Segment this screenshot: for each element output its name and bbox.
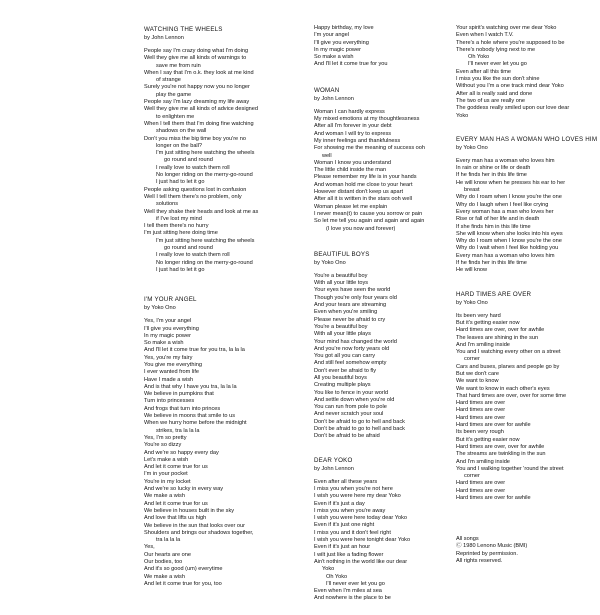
song-beautiful-boys — [314, 251, 454, 441]
credit-line: All songs — [456, 536, 479, 542]
song-title: DEAR YOKO — [314, 456, 353, 464]
lyric-line: So let me tell you again and again and again — [314, 218, 425, 225]
lyric-line: Don't ever be afraid to fly — [314, 367, 377, 374]
lyric-line: After all I'm forever in your debt — [314, 123, 392, 130]
lyric-line: There's a hole where you're supposed to be — [456, 39, 565, 46]
lyric-line: Hard times are over — [456, 414, 506, 421]
lyric-line: Every man has a woman who loves him — [456, 157, 555, 164]
lyric-line: longer on the ball? — [156, 142, 203, 149]
song-author: by Yoko Ono — [456, 299, 488, 306]
lyric-line: I'll never ever let you go — [468, 61, 527, 68]
lyric-line: You and I watching every other on a street — [456, 349, 561, 356]
lyric-line: I miss you and it don't feel right — [314, 529, 391, 536]
lyric-line: corner — [464, 356, 480, 363]
lyric-line: I ever wanted from life — [144, 369, 200, 376]
lyric-line: And you're now forty years old — [314, 345, 390, 352]
lyric-line: I wish you were here tonight dear Yoko — [314, 537, 411, 544]
lyric-line: Its been very rough — [456, 429, 504, 436]
lyric-line: People say I'm lazy dreaming my life away — [144, 99, 250, 106]
column-right — [456, 26, 600, 514]
lyric-line: I'm just sitting here doing time — [144, 230, 218, 237]
lyric-line: Every woman has a man who loves her — [456, 208, 554, 215]
lyric-line: Your spirit's watching over me dear Yoko — [456, 25, 557, 31]
lyric-line: And let it come true for you, too — [144, 580, 222, 587]
lyrics — [314, 25, 454, 69]
lyrics — [456, 313, 600, 503]
credit-line: Ⓒ 1980 Lenono Music (BMI) — [456, 543, 528, 550]
lyric-line: Hard times are over — [456, 480, 506, 487]
lyric-line: I'm in your pocket — [144, 471, 188, 478]
lyric-line: After all it is written in the stars ooh well — [314, 196, 412, 203]
lyric-line: well — [322, 152, 332, 159]
lyric-line: I just had to let it go — [156, 266, 205, 273]
lyric-line: We believe in the sun that looks over our — [144, 522, 245, 529]
lyric-line: strikes, tra la la la — [156, 427, 200, 434]
song-hard-times-are-over — [456, 291, 600, 503]
lyric-line: And we're so happy every day — [144, 449, 219, 456]
column-middle — [314, 26, 454, 615]
lyric-line: But it's getting easier now — [456, 436, 520, 443]
lyric-line: Hard times are over for awhile — [456, 422, 531, 429]
lyric-line: save me from ruin — [156, 62, 201, 69]
lyrics — [314, 273, 454, 441]
lyric-line: So make a wish — [314, 54, 354, 61]
song-dear-yoko-continued — [456, 25, 600, 120]
lyric-line: solutions — [156, 201, 179, 208]
lyric-line: Even when I watch T.V. — [456, 32, 514, 39]
lyric-line: After all is really said and done — [456, 90, 533, 97]
lyric-line: Even when you're smiling — [314, 309, 378, 316]
lyric-line: Why do I wait when I feel like holding you — [456, 245, 559, 252]
lyric-line: She will know when she looks into his eyes — [456, 230, 563, 237]
lyric-line: He will know when he presses his ear to her — [456, 179, 566, 186]
lyric-line: Hard times are over, over for awhile — [456, 327, 545, 334]
lyric-line: There's nobody lying next to me — [456, 46, 536, 53]
lyric-line: I'm your angel — [314, 32, 349, 39]
lyrics — [144, 48, 294, 274]
lyric-line: Well they give me all kinds of advice designed — [144, 106, 259, 113]
lyric-line: Though you're only four years old — [314, 294, 397, 301]
lyric-line: Even if it's just one night — [314, 522, 375, 529]
lyric-line: And I'm smiling inside — [456, 341, 510, 348]
lyric-line: And is that why I have you tra, la la la — [144, 383, 237, 390]
lyric-line: The goddess really smiled upon our love dear — [456, 105, 570, 112]
lyric-line: He will know — [456, 267, 488, 274]
lyric-line: Even when I'm miles at sea — [314, 588, 382, 595]
lyric-line: to enlighten me — [156, 113, 195, 120]
song-every-man — [456, 136, 600, 275]
song-title: BEAUTIFUL BOYS — [314, 250, 370, 258]
lyric-line: I miss you like the sun don't shine — [456, 76, 540, 83]
lyric-line: Even after all these years — [314, 478, 378, 485]
lyric-line: Your mind has changed the world — [314, 338, 397, 345]
lyric-line: My inner feelings and thankfulness — [314, 137, 401, 144]
credit-line: All rights reserved. — [456, 557, 503, 564]
lyric-line: And nowhere is the place to be — [314, 595, 391, 602]
lyric-line: And we're so lucky in every way — [144, 486, 224, 493]
lyric-line: Yes, — [144, 544, 155, 551]
lyric-line: You give me everything — [144, 361, 202, 368]
lyric-line: Oh Yoko — [326, 573, 348, 580]
lyric-line: We make a wish — [144, 493, 185, 500]
song-title: WOMAN — [314, 86, 340, 94]
song-dear-yoko — [314, 457, 454, 603]
lyric-line: Even if it's just a day — [314, 500, 365, 507]
lyric-line: And still feel somehow empty — [314, 360, 387, 367]
lyric-line: Yoko — [322, 566, 335, 573]
lyric-line: Hard times are over — [456, 407, 506, 414]
lyric-line: Don't be afraid to go to hell and back — [314, 418, 405, 425]
lyric-line: Rise or fall of her life and in death — [456, 216, 540, 223]
song-title: I'M YOUR ANGEL — [144, 296, 197, 304]
lyric-line: of strange — [156, 77, 181, 84]
copyright-credits — [456, 536, 527, 565]
lyric-line: Its been very hard — [456, 312, 501, 319]
lyric-line: You're so dizzy — [144, 442, 182, 449]
lyric-line: Woman I know you understand — [314, 159, 392, 166]
lyric-line: When I say that I'm o.k. they look at me kind — [144, 69, 254, 76]
lyric-line: And I'm smiling inside — [456, 458, 510, 465]
lyric-line: I really love to watch them roll — [156, 252, 230, 259]
lyric-line: Cars and buses, planes and people go by — [456, 363, 560, 370]
lyric-line: The streams are twinkling in the sun — [456, 451, 546, 458]
lyric-line: No longer riding on the merry-go-round — [156, 172, 253, 179]
lyric-line: Why do I roam when I know you're the one — [456, 194, 562, 201]
lyrics — [144, 318, 294, 588]
lyric-line: Turn into princesses — [144, 398, 195, 405]
lyric-line: I just had to let it go — [156, 179, 205, 186]
lyric-line: Why do I roam when I know you're the one — [456, 238, 562, 245]
lyric-line: But it's getting easier now — [456, 319, 520, 326]
lyric-line: Oh Yoko — [468, 54, 490, 61]
lyric-line: And your tears are streaming — [314, 302, 387, 309]
song-im-your-angel — [144, 296, 294, 588]
lyric-line: If he finds her in this life time — [456, 172, 527, 179]
lyric-line: I wilt just like a fading flower — [314, 551, 384, 558]
lyrics — [456, 158, 600, 275]
lyric-line: And I'll let it come true for you — [314, 61, 388, 68]
lyric-line: The two of us are really one — [456, 97, 526, 104]
lyric-line: I never mean(t) to cause you sorrow or pain — [314, 210, 423, 217]
lyric-line: Well they shake their heads and look at me as — [144, 208, 259, 215]
lyrics — [314, 479, 454, 603]
lyric-line: I tell them there's no hurry — [144, 223, 209, 230]
lyric-line: With all your little plays — [314, 331, 371, 338]
lyric-line: I'm just sitting here watching the wheels — [156, 150, 255, 157]
lyric-line: When I tell them that I'm doing fine watching — [144, 120, 254, 127]
lyric-line: Your eyes have seen the world — [314, 287, 391, 294]
lyric-line: Woman please let me explain — [314, 203, 388, 210]
lyric-line: I miss you when you're not here — [314, 485, 393, 492]
lyric-line: With all your little toys — [314, 280, 369, 287]
lyric-line: In my magic power — [314, 46, 361, 53]
lyric-line: Our bodies, too — [144, 559, 183, 565]
lyric-line: Well I tell them there's no problem, only — [144, 193, 242, 200]
lyric-line: Yes, I'm your angel — [144, 318, 192, 325]
lyric-line: Have I made a wish — [144, 376, 194, 383]
song-watching-the-wheels — [144, 26, 294, 274]
lyric-line: We believe in pumpkins that — [144, 391, 214, 398]
lyric-line: We want to know in each other's eyes — [456, 385, 550, 392]
lyric-line: I'll give you everything — [144, 325, 199, 332]
lyric-line: Yes, you're my fairy — [144, 354, 193, 361]
lyric-line: We make a wish — [144, 573, 185, 580]
lyric-line: (I love you now and forever) — [326, 225, 396, 232]
lyric-line: Our hearts are one — [144, 551, 191, 558]
lyric-line: Don't be afraid to go to hell and back — [314, 426, 405, 433]
lyric-line: Every man has a woman who loves him — [456, 252, 555, 259]
lyric-line: Please never be afraid to cry — [314, 316, 386, 323]
lyric-line: The leaves are shining in the sun — [456, 334, 539, 341]
lyric-line: Don't be afraid to be afraid — [314, 433, 380, 440]
lyric-line: All you beautiful boys — [314, 374, 367, 381]
lyric-line: And it's so good (um) everytime — [144, 566, 223, 573]
lyric-line: And woman I will try to express — [314, 130, 392, 137]
lyric-line: You're a beautiful boy — [314, 323, 368, 330]
lyric-line: Hard times are over for awhile — [456, 495, 531, 502]
lyric-line: For showing me the meaning of success ooh — [314, 145, 426, 152]
lyrics — [456, 25, 600, 120]
song-woman — [314, 87, 454, 233]
song-author: by John Lennon — [314, 95, 354, 102]
lyric-line: Hard times are over, over for awhile — [456, 443, 545, 450]
lyric-line: In rain or shine or life or death — [456, 165, 531, 172]
lyric-line: In my magic power — [144, 332, 191, 339]
lyric-line: Yoko — [456, 112, 469, 119]
lyric-line: Yes, I'm so pretty — [144, 434, 187, 441]
song-author: by Yoko Ono — [314, 259, 346, 266]
lyric-line: That hard times are over, over for some time — [456, 392, 567, 399]
lyric-line: And let it come true for us — [144, 464, 208, 471]
song-author: by Yoko Ono — [456, 144, 488, 151]
lyric-line: Even if it's just an hour — [314, 544, 371, 551]
lyric-line: Without you I'm a one track mind dear Yoko — [456, 83, 564, 90]
lyric-line: I miss you when you're away — [314, 507, 386, 514]
lyric-line: And settle down when you're old — [314, 396, 395, 403]
lyric-line: breast — [464, 187, 480, 194]
lyric-line: Even after all this time — [456, 68, 512, 75]
lyric-line: Shoulders and brings our shadows together, — [144, 529, 254, 536]
song-title: HARD TIMES ARE OVER — [456, 290, 532, 298]
lyric-line: Woman I can hardly express — [314, 108, 385, 115]
lyric-line: You can run from pole to pole — [314, 404, 387, 411]
lyric-line: play the game — [156, 91, 192, 98]
lyric-line: tra la la la — [156, 537, 181, 544]
lyric-line: Creating multiple plays — [314, 382, 371, 389]
lyric-line: You're a beautiful boy — [314, 272, 368, 279]
lyric-line: Well they give me all kinds of warnings to — [144, 55, 247, 62]
song-title: EVERY MAN HAS A WOMAN WHO LOVES HIM — [456, 135, 598, 143]
lyric-line: I wish you were here my dear Yoko — [314, 493, 401, 500]
lyric-line: shadows on the wall — [156, 128, 207, 135]
lyric-line: Surely you're not happy now you no longer — [144, 84, 250, 91]
lyric-line: I really love to watch them roll — [156, 164, 230, 171]
song-angel-continued — [314, 25, 454, 69]
lyric-line: And love that lifts us high — [144, 515, 207, 522]
lyric-line: You and I walking together 'round the street — [456, 465, 564, 472]
credit-line: Reprinted by permission. — [456, 550, 518, 557]
lyric-line: Why do I laugh when I feel like crying — [456, 201, 549, 208]
lyric-line: When we hurry home before the midnight — [144, 420, 247, 427]
lyric-line: We believe in moons that smile to us — [144, 413, 235, 420]
lyric-line: go round and round — [164, 157, 213, 164]
song-author: by Yoko Ono — [144, 305, 176, 312]
lyric-line: But we don't care — [456, 370, 500, 377]
lyric-line: And woman hold me close to your heart — [314, 181, 413, 188]
lyric-line: We believe in houses built in the sky — [144, 507, 235, 514]
lyric-line: So make a wish — [144, 340, 184, 347]
lyric-line: Ain't nothing in the world like our dear — [314, 558, 408, 565]
lyric-line: We want to know — [456, 378, 499, 385]
column-left — [144, 26, 294, 600]
lyric-line: Don't you miss the big time boy you're no — [144, 135, 246, 142]
lyric-line: And let it come true for us — [144, 500, 208, 507]
lyric-line: Hard times are over — [456, 487, 506, 494]
lyric-line: You got all you can carry — [314, 353, 376, 360]
song-author: by John Lennon — [314, 465, 354, 472]
lyric-line: Please remember my life is in your hands — [314, 174, 417, 181]
lyric-line: You like to fence in your world — [314, 389, 389, 396]
lyric-line: go round and round — [164, 245, 213, 252]
lyric-line: I'm just sitting here watching the wheels — [156, 237, 255, 244]
lyric-line: No longer riding on the merry-go-round — [156, 259, 253, 266]
lyric-line: You're in my locket — [144, 478, 191, 485]
lyric-line: I'll never ever let you go — [326, 580, 385, 587]
lyric-line: if I've lost my mind — [156, 215, 202, 222]
lyric-line: People say I'm crazy doing what I'm doing — [144, 48, 249, 54]
lyric-line: And I'll let it come true for you tra, la la la — [144, 347, 245, 354]
lyric-line: If she finds him in this life time — [456, 223, 531, 230]
song-author: by John Lennon — [144, 35, 184, 41]
lyric-line: The little child inside the man — [314, 167, 387, 174]
lyric-line: However distant don't keep us apart — [314, 189, 404, 196]
lyrics — [314, 109, 454, 233]
lyric-line: People asking questions lost in confusion — [144, 186, 247, 193]
lyric-line: Let's make a wish — [144, 456, 189, 463]
lyric-line: And never scratch your soul — [314, 411, 384, 418]
lyric-line: I wish you were here today dear Yoko — [314, 515, 407, 522]
lyric-line: And frogs that turn into princes — [144, 405, 221, 412]
lyric-line: If he finds her in this life time — [456, 260, 527, 267]
lyric-line: Hard times are over — [456, 400, 506, 407]
lyric-line: corner — [464, 473, 480, 480]
lyric-line: I'll give you everything — [314, 39, 369, 46]
lyric-line: Happy birthday, my love — [314, 25, 374, 31]
lyric-line: My mixed emotions at my thoughtlessness — [314, 116, 420, 123]
song-title: WATCHING THE WHEELS — [144, 26, 223, 33]
